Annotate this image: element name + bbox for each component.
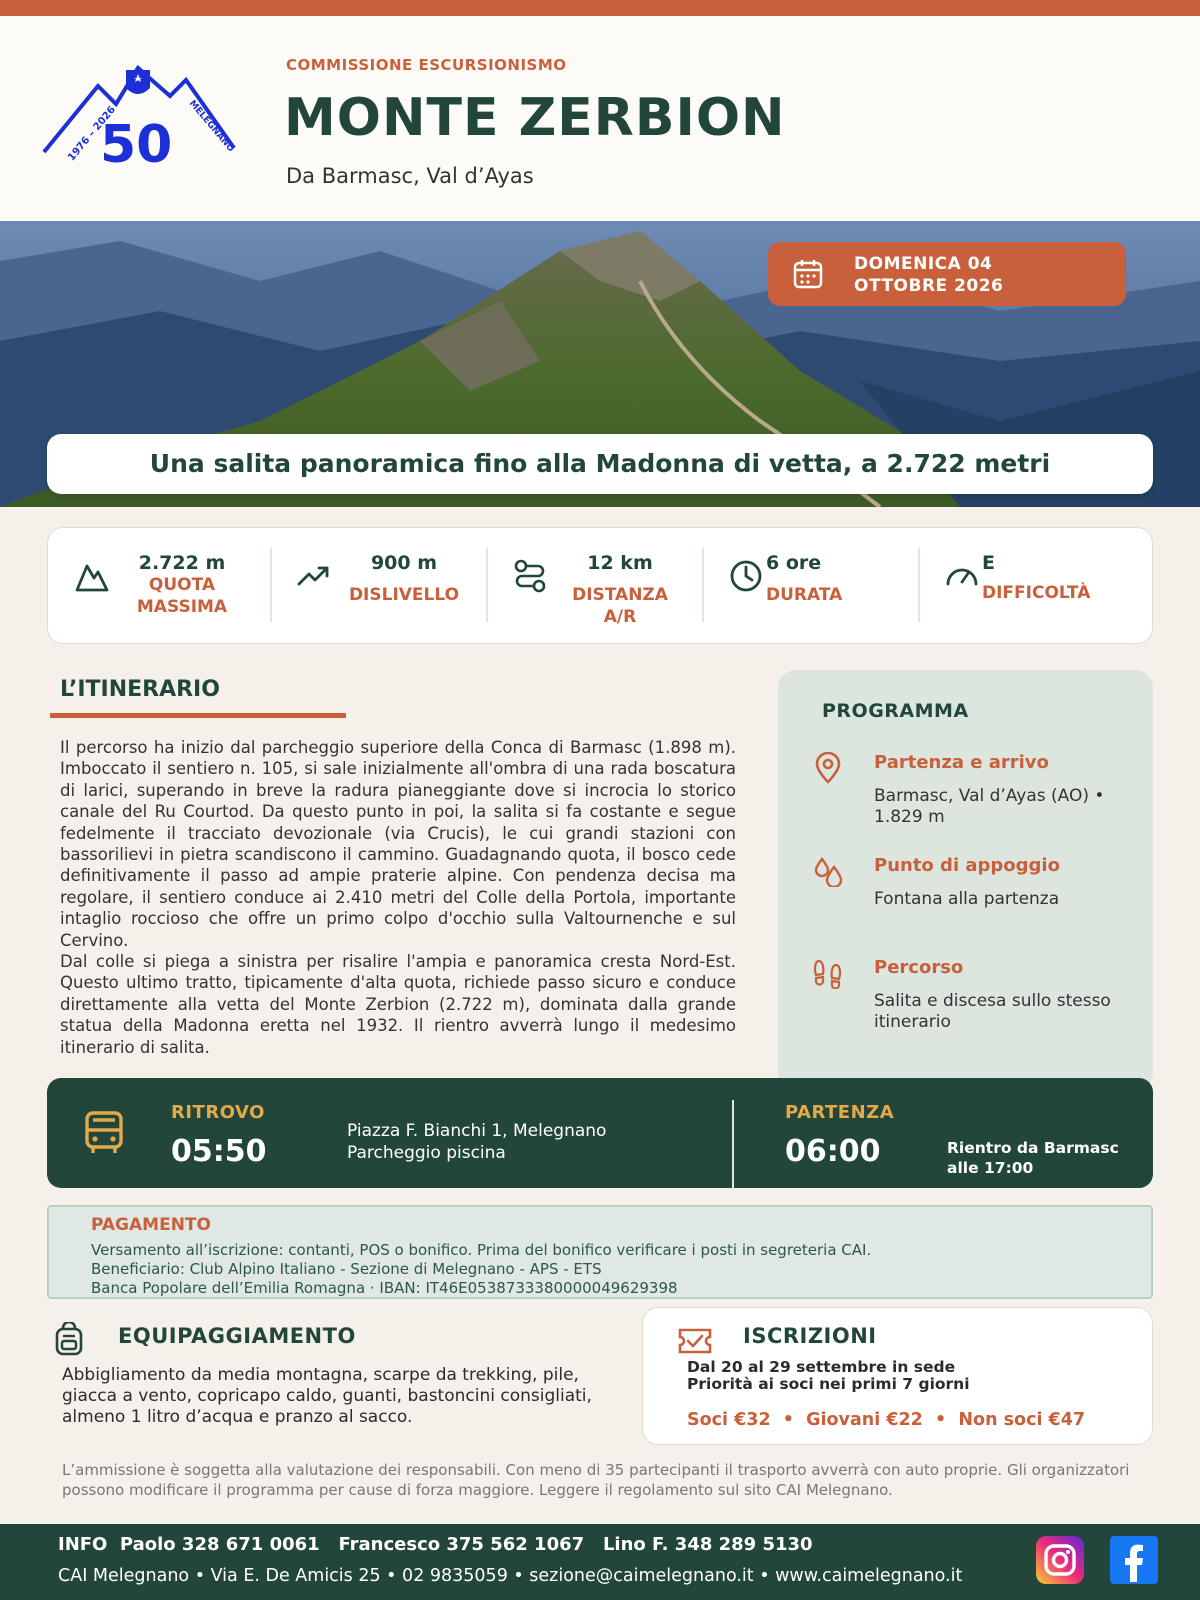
- partenza-label: PARTENZA: [785, 1102, 895, 1123]
- stat-elevation-gain: [270, 528, 486, 645]
- bus-icon: [81, 1110, 127, 1156]
- stat-altitude: [48, 528, 264, 645]
- footprints-icon: [812, 957, 844, 989]
- tagline: Una salita panoramica fino alla Madonna di vetta, a 2.722 metri: [47, 434, 1153, 494]
- stat-label: QUOTA MASSIMA: [136, 575, 228, 617]
- stats-panel: [47, 527, 1153, 644]
- stat-value: E: [982, 552, 995, 574]
- itinerary-paragraph: Il percorso ha inizio dal parcheggio superiore della Conca di Barmasc (1.898 m). Imboccato il sentiero n. 105, si sale inizialmente all'ombra di una rada boscatura di larici, superando in breve la radura pianeggiante dove si incrocia lo storico canale del Ru Courtod. Da questo punto in poi, la salita si fa costante e segue fedelmente il tracciato devozionale (via Crucis), le cui grandi stazioni con bassorilievi in pietra scandiscono il cammino. Guadagnando quota, il bosco cede definitivamente il passo ad ampie praterie alpine. Con pendenza decisa ma regolare, il sentiero conduce ai 2.410 metri del Colle della Portola, importante intaglio roccioso che offre un primo colpo d'occhio sulla Valtournenche e sul Cervino.: [60, 738, 736, 950]
- page-subtitle: Da Barmasc, Val d’Ayas: [286, 164, 534, 188]
- program-item-heading: Percorso: [874, 957, 964, 978]
- itinerary-text: [60, 737, 736, 1058]
- payment-title: PAGAMENTO: [91, 1215, 211, 1235]
- registration-box: [642, 1307, 1153, 1445]
- footer-contacts: INFO Paolo 328 671 0061 Francesco 375 562 1067 Lino F. 348 289 5130: [58, 1534, 813, 1555]
- stat-duration: [702, 528, 918, 645]
- itinerary-title: L’ITINERARIO: [60, 677, 220, 702]
- mountain-icon: [74, 558, 110, 594]
- stat-label: DISTANZA A/R: [572, 585, 668, 627]
- gauge-icon: [944, 558, 980, 594]
- stat-distance: [486, 528, 702, 645]
- program-item-heading: Partenza e arrivo: [874, 752, 1049, 773]
- calendar-icon: [792, 258, 824, 290]
- logo-city: MELEGNANO: [186, 98, 236, 155]
- route-icon: [512, 558, 548, 594]
- footer: [0, 1524, 1200, 1600]
- map-pin-icon: [812, 752, 844, 784]
- stat-value: 6 ore: [766, 552, 822, 574]
- logo-years: 1976 – 2026: [66, 104, 118, 164]
- address-line: Parcheggio piscina: [347, 1143, 506, 1163]
- program-item-heading: Punto di appoggio: [874, 855, 1060, 876]
- partenza-time: 06:00: [785, 1134, 881, 1169]
- program-item-text: Salita e discesa sullo stesso itinerario: [874, 991, 1111, 1032]
- stat-value: 2.722 m: [138, 552, 226, 574]
- meeting-bar: [47, 1078, 1153, 1188]
- payment-line: Beneficiario: Club Alpino Italiano - Sezione di Melegnano - APS - ETS: [91, 1260, 602, 1278]
- clock-icon: [728, 558, 764, 594]
- top-accent-bar: [0, 0, 1200, 16]
- meeting-divider: [732, 1100, 734, 1188]
- disclaimer-note: L’ammissione è soggetta alla valutazione dei responsabili. Con meno di 35 partecipanti il trasporto avverrà con auto proprie. Gli organizzatori possono modificare il programma per cause di forza maggiore. Leggere il regolamento sul sito CAI Melegnano.: [62, 1461, 1130, 1499]
- payment-line: Banca Popolare dell’Emilia Romagna · IBAN: IT46E0538733380000049629398: [91, 1279, 678, 1297]
- date-month-year: OTTOBRE 2026: [854, 276, 1004, 296]
- program-item-text: Barmasc, Val d’Ayas (AO) • 1.829 m: [874, 786, 1105, 827]
- return-line: Rientro da Barmasc: [947, 1139, 1119, 1157]
- return-line: alle 17:00: [947, 1159, 1034, 1177]
- stat-label: DURATA: [766, 585, 843, 605]
- stat-value: 12 km: [587, 552, 653, 574]
- registration-line: Priorità ai soci nei primi 7 giorni: [687, 1375, 970, 1393]
- backpack-icon: [54, 1322, 84, 1356]
- stat-value: 900 m: [370, 552, 438, 574]
- registration-title: ISCRIZIONI: [743, 1324, 877, 1348]
- page-title: MONTE ZERBION: [284, 88, 786, 148]
- cai-50-logo: [40, 56, 240, 168]
- logo-number: 50: [100, 115, 173, 168]
- registration-prices: Soci €32 • Giovani €22 • Non soci €47: [687, 1410, 1086, 1430]
- return-info: [947, 1138, 1119, 1178]
- address-line: Piazza F. Bianchi 1, Melegnano: [347, 1121, 607, 1141]
- event-date-badge: [768, 242, 1126, 306]
- program-title: PROGRAMMA: [822, 700, 969, 722]
- stat-label: DISLIVELLO: [348, 585, 460, 605]
- commission-label: COMMISSIONE ESCURSIONISMO: [286, 56, 567, 74]
- stat-difficulty: [918, 528, 1134, 645]
- payment-box: [47, 1205, 1153, 1299]
- meeting-address: [347, 1120, 606, 1164]
- stat-label: DIFFICOLTÀ: [982, 583, 1091, 603]
- footer-address: CAI Melegnano • Via E. De Amicis 25 • 02 9835059 • sezione@caimelegnano.it • www.caimelegnano.it: [58, 1566, 963, 1586]
- header: [0, 16, 1200, 221]
- itinerary-underline: [50, 713, 346, 718]
- itinerary-paragraph: Dal colle si piega a sinistra per risalire l'ampia e panoramica cresta Nord-Est. Questo ultimo tratto, tipicamente d'alta quota, richiede passo sicuro e conduce direttamente alla vetta del Monte Zerbion (2.722 m), dominata dalla grande statua della Madonna eretta nel 1932. Il rientro avverrà lungo il medesimo itinerario di salita.: [60, 952, 736, 1057]
- program-panel: [778, 670, 1153, 1090]
- ritrovo-time: 05:50: [171, 1134, 267, 1169]
- date-day: DOMENICA 04: [854, 254, 993, 274]
- payment-line: Versamento all’iscrizione: contanti, POS o bonifico. Prima del bonifico verificare i posti in segreteria CAI.: [91, 1241, 872, 1259]
- water-drops-icon: [812, 855, 844, 887]
- ticket-icon: [677, 1326, 713, 1356]
- equipment-title: EQUIPAGGIAMENTO: [118, 1324, 356, 1348]
- facebook-icon[interactable]: [1110, 1536, 1158, 1584]
- ritrovo-label: RITROVO: [171, 1102, 265, 1123]
- equipment-text: Abbigliamento da media montagna, scarpe da trekking, pile, giacca a vento, copricapo caldo, guanti, bastoncini consigliati, almeno 1 litro d’acqua e pranzo al sacco.: [62, 1365, 592, 1427]
- instagram-icon[interactable]: [1036, 1536, 1084, 1584]
- trend-up-icon: [296, 558, 332, 594]
- registration-line: Dal 20 al 29 settembre in sede: [687, 1358, 956, 1376]
- program-item-text: Fontana alla partenza: [874, 889, 1060, 909]
